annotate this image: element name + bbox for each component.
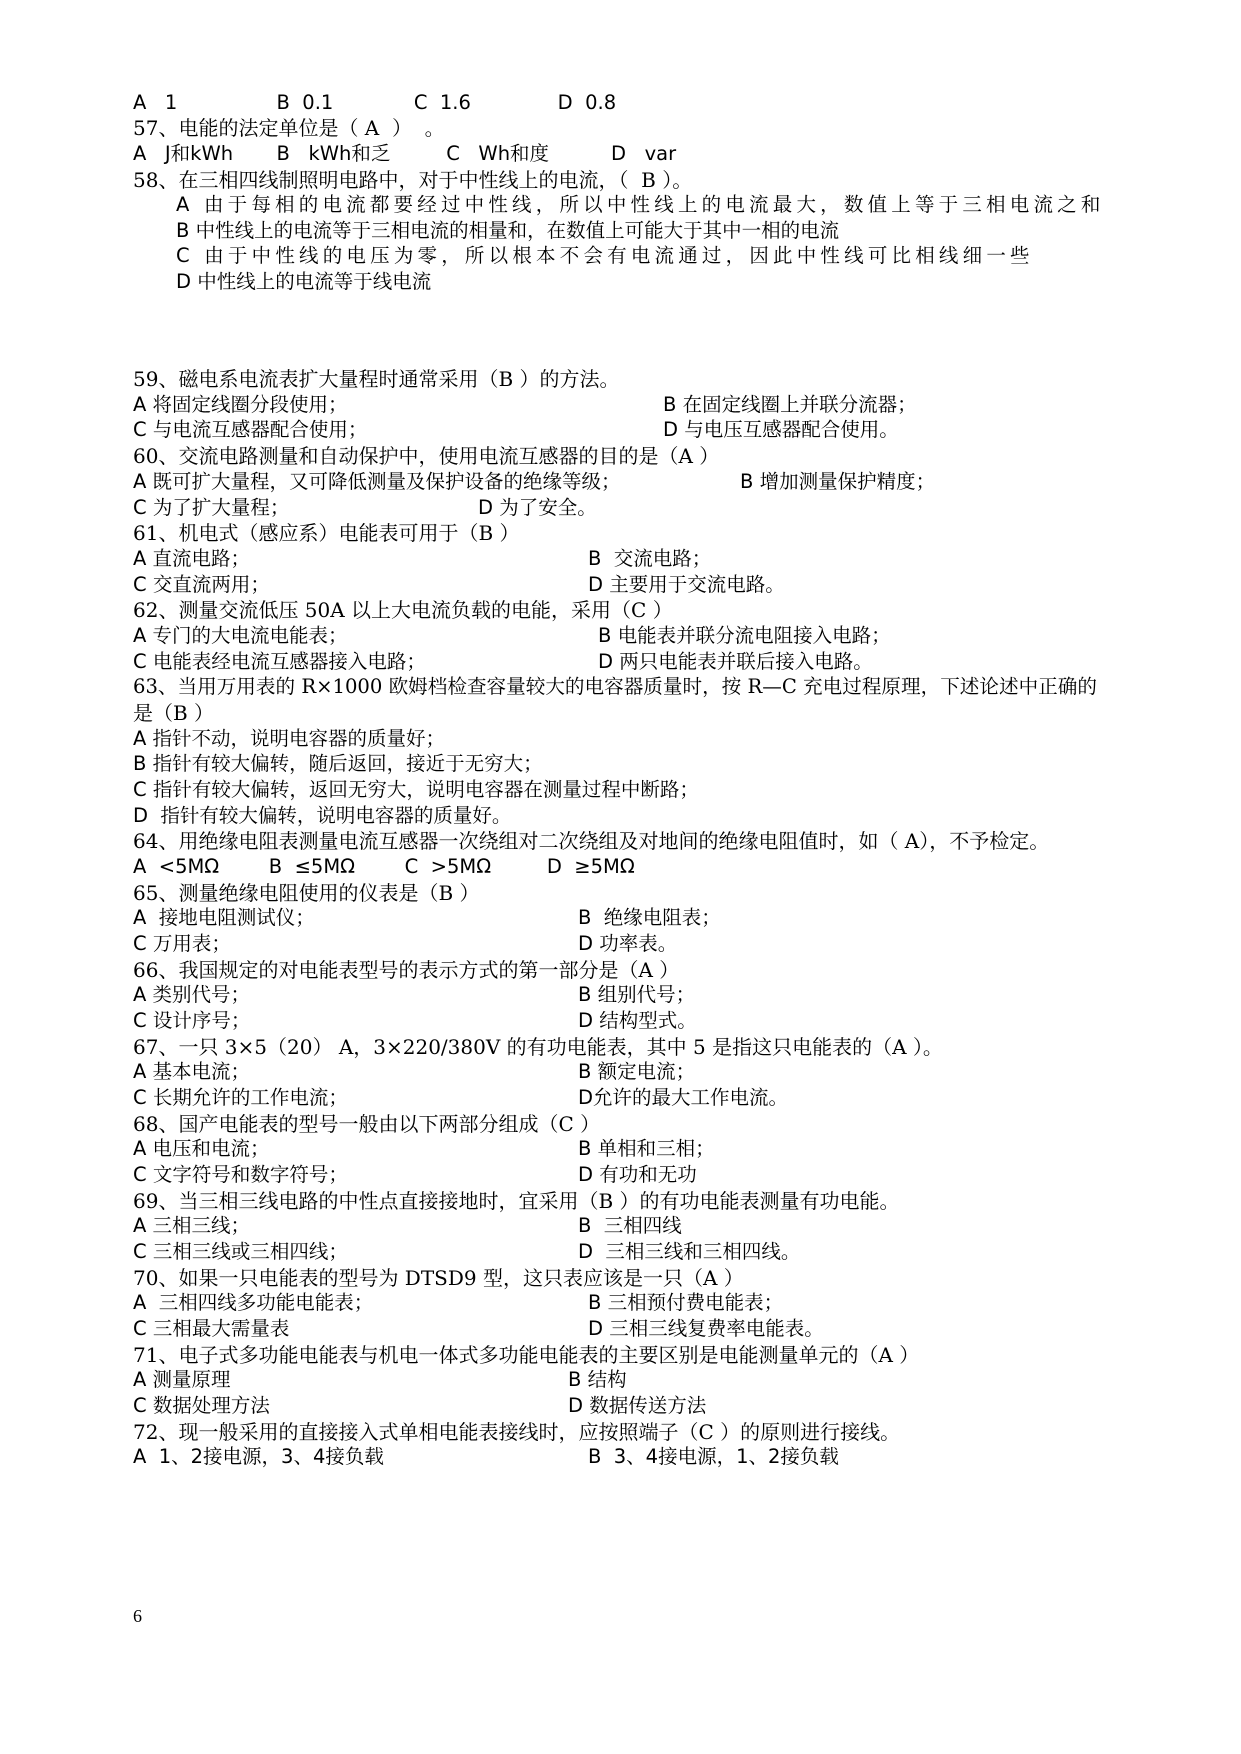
q70-question: 70、如果一只电能表的型号为 DTSD9 型，这只表应该是一只（A ） [133, 1266, 744, 1290]
q59-option-c: C 与电流互感器配合使用； [133, 418, 368, 441]
q62-option-d: D 两只电能表并联后接入电路。 [598, 650, 873, 673]
q66-option-c: C 设计序号； [133, 1009, 251, 1032]
q68-option-c: C 文字符号和数字符号； [133, 1163, 348, 1186]
q56-options: A 1 B 0.1 C 1.6 D 0.8 [133, 91, 617, 114]
q71-option-a: A 测量原理 [133, 1368, 231, 1391]
q66-option-d: D 结构型式。 [578, 1009, 697, 1032]
q72-question: 72、现一般采用的直接接入式单相电能表接线时，应按照端子（C ）的原则进行接线。 [133, 1420, 901, 1444]
q59-option-a: A 将固定线圈分段使用； [133, 393, 348, 416]
q65-option-a: A 接地电阻测试仪； [133, 906, 315, 929]
q65-option-c: C 万用表； [133, 932, 231, 955]
q72-option-a: A 1、2接电源，3、4接负载 [133, 1445, 384, 1468]
q68-question: 68、国产电能表的型号一般由以下两部分组成（C ） [133, 1112, 601, 1136]
q69-option-c: C 三相三线或三相四线； [133, 1240, 348, 1263]
q66-question: 66、我国规定的对电能表型号的表示方式的第一部分是（A ） [133, 958, 680, 982]
q60-question: 60、交流电路测量和自动保护中，使用电流互感器的目的是（A ） [133, 444, 720, 468]
q72-option-b: B 3、4接电源，1、2接负载 [588, 1445, 839, 1468]
q58-option-b: B 中性线上的电流等于三相电流的相量和，在数值上可能大于其中一相的电流 [176, 219, 840, 242]
q67-question: 67、一只 3×5（20） A，3×220/380V 的有功电能表，其中 5 是指这只电能表的（A ）。 [133, 1035, 943, 1059]
q66-option-b: B 组别代号； [578, 983, 696, 1006]
q67-option-d: D允许的最大工作电流。 [578, 1086, 789, 1109]
q62-option-c: C 电能表经电流互感器接入电路； [133, 650, 426, 673]
q62-option-b: B 电能表并联分流电阻接入电路； [598, 624, 891, 647]
q57-question: 57、电能的法定单位是（ A ） 。 [133, 116, 445, 140]
q63-option-a: A 指针不动，说明电容器的质量好； [133, 727, 446, 750]
q68-option-a: A 电压和电流； [133, 1137, 270, 1160]
q61-option-c: C 交直流两用； [133, 573, 270, 596]
q71-option-b: B 结构 [568, 1368, 627, 1391]
q68-option-d: D 有功和无功 [578, 1163, 697, 1186]
q67-option-c: C 长期允许的工作电流； [133, 1086, 348, 1109]
q68-option-b: B 单相和三相； [578, 1137, 715, 1160]
q60-option-b: B 增加测量保护精度； [740, 470, 936, 493]
q58-option-c: C 由于中性线的电压为零，所以根本不会有电流通过，因此中性线可比相线细一些 [176, 244, 1034, 267]
q59-option-d: D 与电压互感器配合使用。 [663, 418, 899, 441]
q63-option-d: D 指针有较大偏转，说明电容器的质量好。 [133, 804, 512, 827]
q57-options: A J和kWh B kWh和乏 C Wh和度 D var [133, 142, 677, 165]
q59-question: 59、磁电系电流表扩大量程时通常采用（B ）的方法。 [133, 367, 620, 391]
q71-question: 71、电子式多功能电能表与机电一体式多功能电能表的主要区别是电能测量单元的（A ） [133, 1343, 920, 1367]
q65-option-d: D 功率表。 [578, 932, 678, 955]
q67-option-b: B 额定电流； [578, 1060, 696, 1083]
q62-option-a: A 专门的大电流电能表； [133, 624, 348, 647]
page-number: 6 [133, 1606, 142, 1626]
q60-option-c: C 为了扩大量程； [133, 496, 290, 519]
q63-option-c: C 指针有较大偏转，返回无穷大，说明电容器在测量过程中断路； [133, 778, 699, 801]
q63-option-b: B 指针有较大偏转，随后返回，接近于无穷大； [133, 752, 543, 775]
q71-option-d: D 数据传送方法 [568, 1394, 707, 1417]
q70-option-c: C 三相最大需量表 [133, 1317, 290, 1340]
q69-question: 69、当三相三线电路的中性点直接接地时，宜采用（B ）的有功电能表测量有功电能。 [133, 1189, 900, 1213]
q63-question: 63、当用万用表的 R×1000 欧姆档检查容量较大的电容器质量时，按 R—C 充电过程原理，下述论述中正确的 [133, 675, 1097, 698]
q70-option-b: B 三相预付费电能表； [588, 1291, 784, 1314]
q64-options: A <5MΩ B ≤5MΩ C >5MΩ D ≥5MΩ [133, 855, 635, 878]
q70-option-d: D 三相三线复费率电能表。 [588, 1317, 824, 1340]
q69-option-d: D 三相三线和三相四线。 [578, 1240, 801, 1263]
q65-option-b: B 绝缘电阻表； [578, 906, 721, 929]
q63-question-cont: 是（B ） [133, 701, 215, 725]
q58-option-a: A 由于每相的电流都要经过中性线，所以中性线上的电流最大，数值上等于三相电流之和 [176, 193, 1105, 216]
q64-question: 64、用绝缘电阻表测量电流互感器一次绕组对二次绕组及对地间的绝缘电阻值时，如（ A），不予检定。 [133, 829, 1050, 853]
q61-option-b: B 交流电路； [588, 547, 712, 570]
q61-option-d: D 主要用于交流电路。 [588, 573, 785, 596]
q58-option-d: D 中性线上的电流等于线电流 [176, 270, 432, 293]
q65-question: 65、测量绝缘电阻使用的仪表是（B ） [133, 881, 480, 905]
q69-option-a: A 三相三线； [133, 1214, 251, 1237]
q62-question: 62、测量交流低压 50A 以上大电流负载的电能，采用（C ） [133, 598, 673, 622]
q71-option-c: C 数据处理方法 [133, 1394, 270, 1417]
q67-option-a: A 基本电流； [133, 1060, 251, 1083]
q69-option-b: B 三相四线 [578, 1214, 682, 1237]
q60-option-d: D 为了安全。 [478, 496, 597, 519]
q60-option-a: A 既可扩大量程，又可降低测量及保护设备的绝缘等级； [133, 470, 621, 493]
q61-option-a: A 直流电路； [133, 547, 251, 570]
q59-option-b: B 在固定线圈上并联分流器； [663, 393, 917, 416]
q66-option-a: A 类别代号； [133, 983, 251, 1006]
q70-option-a: A 三相四线多功能电能表； [133, 1291, 374, 1314]
q58-question: 58、在三相四线制照明电路中，对于中性线上的电流，（ B ）。 [133, 168, 693, 192]
q61-question: 61、机电式（感应系）电能表可用于（B ） [133, 521, 520, 545]
